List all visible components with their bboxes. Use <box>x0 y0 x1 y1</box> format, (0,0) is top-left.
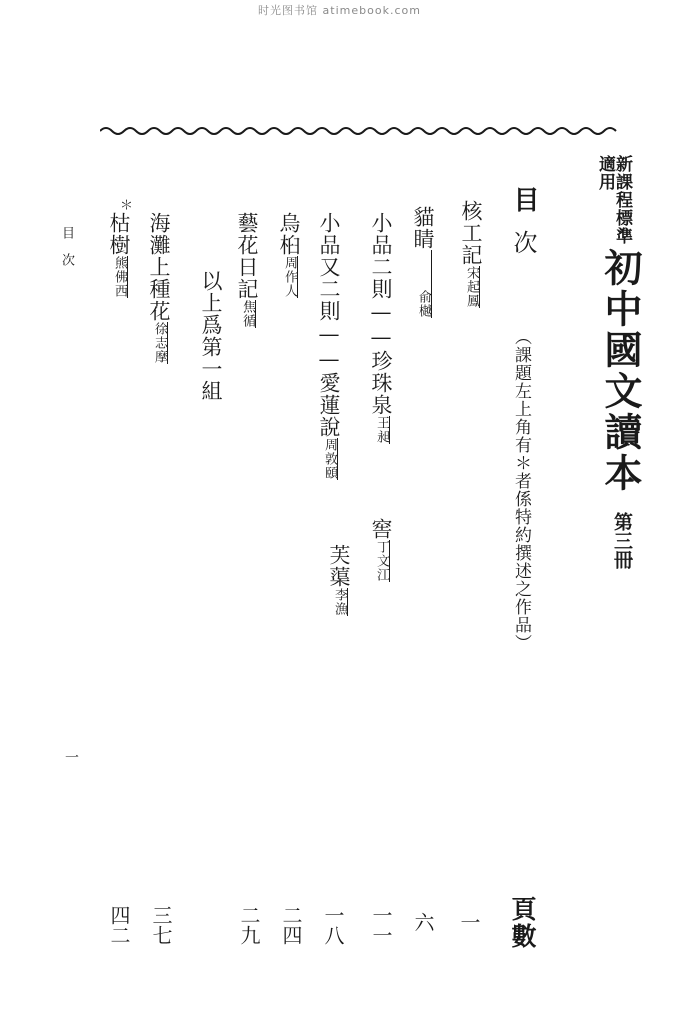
entry-author: 俞樾 <box>413 250 432 318</box>
volume-label: 第三冊 <box>611 512 633 569</box>
margin-page-number: 一 <box>63 750 79 764</box>
page-num-5: 二四 <box>279 905 303 945</box>
entry-title: 枯樹 <box>107 212 131 256</box>
entry-author: 焦循 <box>237 300 256 328</box>
toc-entry-7 <box>148 212 169 364</box>
toc-entry-8 <box>108 212 129 298</box>
entry-title: 藝花日記 <box>235 212 259 300</box>
entry-author: 徐志摩 <box>149 322 168 364</box>
page-num-3: 一一 <box>369 905 393 945</box>
entry-title: 小品又二則 <box>317 212 341 322</box>
entry-title: 海灘上種花 <box>147 212 171 322</box>
book-title: 初中國文讀本 <box>598 248 643 494</box>
watermark: 时光图书馆 atimebook.com <box>258 4 421 17</box>
toc-entry-4 <box>318 212 339 480</box>
series-text: 新課程標準適用 <box>595 155 632 245</box>
entry-author: 宋起鳳 <box>461 266 480 308</box>
toc-entry-1 <box>460 200 481 308</box>
entry-sub-title: 窖 <box>369 518 393 540</box>
entry-title: 烏桕 <box>277 212 301 256</box>
page-num-1: 一 <box>457 912 481 932</box>
toc-entry-6 <box>236 212 257 328</box>
toc-heading-mu: 目 <box>509 186 539 212</box>
toc-entry-3-second <box>370 518 391 582</box>
star-marker: ＊ <box>117 198 132 211</box>
entry-author: 熊佛西 <box>109 256 128 298</box>
entry-dash: —— <box>369 300 393 350</box>
entry-sub-author: 丁文江 <box>371 540 390 582</box>
entry-dash: —— <box>317 322 341 372</box>
entry-sub-author: 李漁 <box>329 588 348 616</box>
page-num-8: 四二 <box>107 905 131 945</box>
entry-title: 小品二則 <box>369 212 393 300</box>
entry-sub-author: 王昶 <box>371 416 390 444</box>
entry-title: 核工記 <box>459 200 483 266</box>
page-num-4: 一八 <box>321 905 345 945</box>
series-line <box>590 155 630 255</box>
group-label: 以上爲第一組 <box>199 270 223 402</box>
page-num-2: 六 <box>411 912 435 932</box>
entry-sub-title: 芙蕖 <box>327 544 351 588</box>
page-num-7: 三七 <box>149 905 173 945</box>
page-num-6: 二九 <box>237 905 261 945</box>
toc-entry-4-second <box>328 544 349 616</box>
entry-sub-author: 周敦頤 <box>319 438 338 480</box>
entry-title: 貓睛 <box>411 206 435 250</box>
wavy-header-rule <box>100 124 620 138</box>
toc-entry-2 <box>412 206 433 318</box>
entry-sub-title: 愛蓮說 <box>317 372 341 438</box>
entry-sub-title: 珍珠泉 <box>369 350 393 416</box>
special-note: （課題左上角有＊者係特約撰述之作品） <box>511 328 531 652</box>
toc-entry-5 <box>278 212 299 298</box>
pages-heading: 頁數 <box>508 896 537 950</box>
entry-author: 周作人 <box>279 256 298 298</box>
toc-entry-3 <box>370 212 391 444</box>
margin-running-title: 目次 <box>59 226 74 280</box>
toc-heading-ci: 次 <box>509 230 537 254</box>
